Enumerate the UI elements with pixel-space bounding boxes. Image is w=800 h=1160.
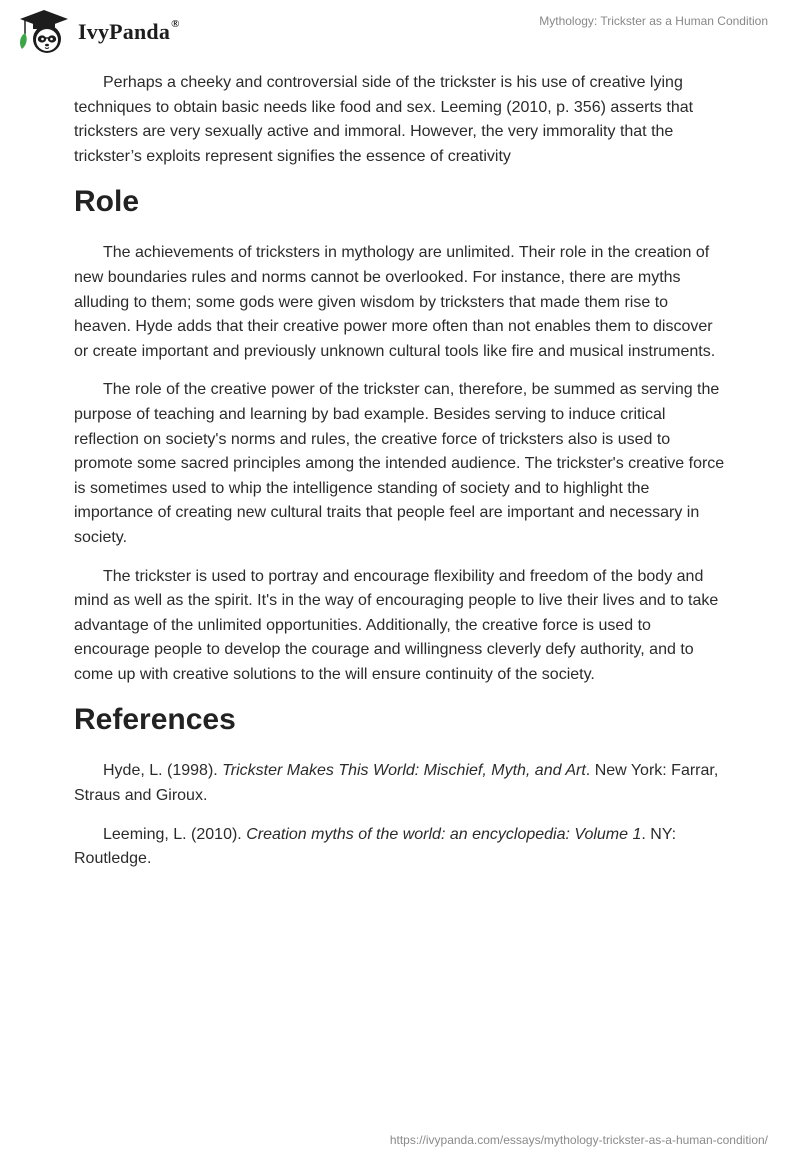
reference-publisher: . New York: Farrar, Straus and Giroux. [74, 762, 719, 805]
reference-author-year: Hyde, L. (1998). [103, 762, 223, 780]
role-heading: Role [74, 185, 140, 219]
reference-title: Trickster Makes This World: Mischief, Myth, and Art [222, 762, 586, 780]
page-header [0, 0, 800, 60]
role-paragraph: The trickster is used to portray and encourage flexibility and freedom of the body and mind as well as the spirit. It's in the way of encouraging people to live their lives and to take advantage of the unlimited opportunities. Additionally, the creative force is used to encourage people to develop the courage and willingness cleverly defy authority, and to come up with creative solutions to the will ensure continuity of the society. [74, 567, 719, 683]
reference-item-hyde [74, 759, 726, 808]
document-title: Mythology: Trickster as a Human Condition [539, 14, 768, 28]
source-url-link[interactable]: https://ivypanda.com/essays/mythology-trickster-as-a-human-condition/ [389, 1133, 768, 1147]
reference-author-year: Leeming, L. (2010). [103, 825, 247, 843]
panda-graduate-icon [14, 8, 72, 56]
reference-publisher: . NY: Routledge. [74, 825, 677, 868]
essay-content [74, 71, 726, 886]
references-heading: References [74, 703, 236, 737]
role-paragraph: The role of the creative power of the trickster can, therefore, be summed as serving the purpose of teaching and learning by bad example. Besides serving to induce critical reflection on society's norms and rules, the creative force of tricksters also is used to promote some sacred principles among the intended audience. The trickster's creative force is sometimes used to whip the intelligence standing of society and to highlight the importance of creating new cultural traits that people feel are important and necessary in society. [74, 381, 725, 546]
reference-item-leeming [74, 823, 726, 872]
logo-wordmark: IvyPanda® [78, 17, 180, 44]
reference-title: Creation myths of the world: an encyclopedia: Volume 1 [246, 825, 642, 843]
ivypanda-logo[interactable] [14, 8, 180, 56]
intro-paragraph: Perhaps a cheeky and controversial side of the trickster is his use of creative lying techniques to obtain basic needs like food and sex. Leeming (2010, p. 356) asserts that tricksters are very sexually active and immoral. However, the very immorality that the trickster’s exploits represent signifies the essence of creativity [74, 74, 694, 165]
role-paragraph: The achievements of tricksters in mythology are unlimited. Their role in the creation of new boundaries rules and norms cannot be overlooked. For instance, there are myths alluding to them; some gods were given wisdom by tricksters that made them rise to heaven. Hyde adds that their creative power more often than not enables them to discover or create important and previously unknown cultural tools like fire and musical instruments. [74, 244, 716, 360]
